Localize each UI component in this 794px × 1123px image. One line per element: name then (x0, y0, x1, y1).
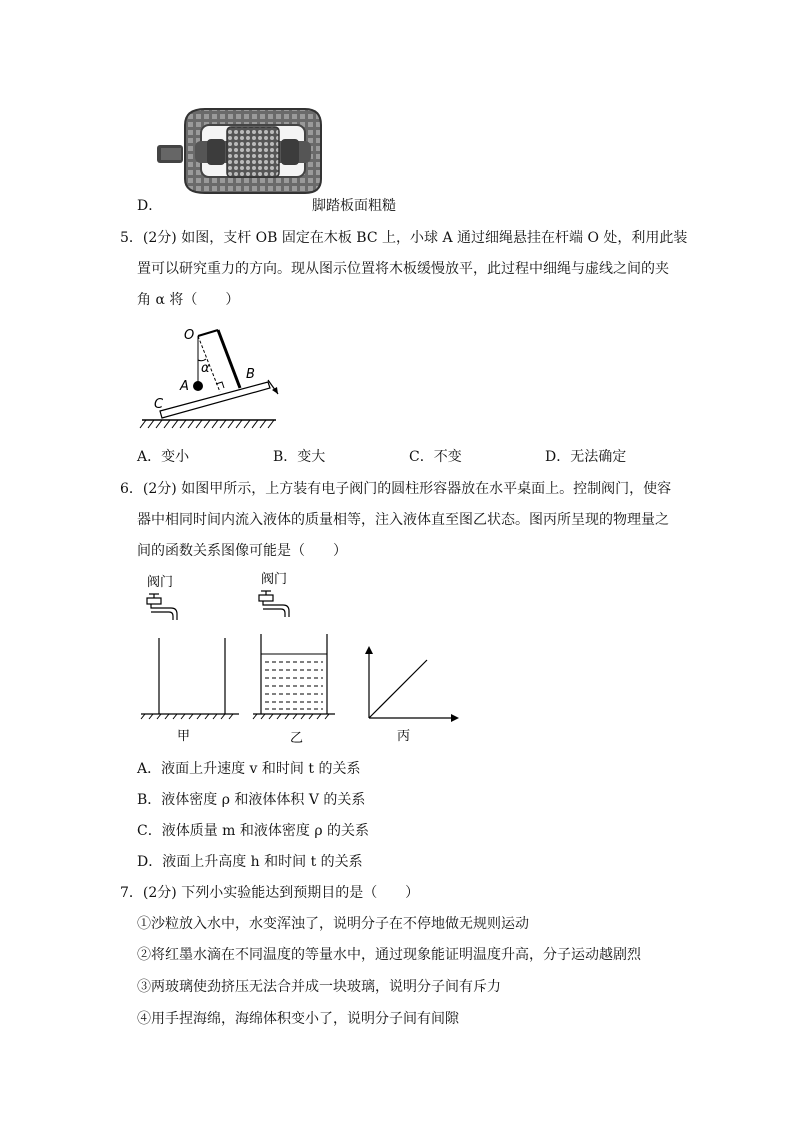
q7-item-4: ④用手捏海绵，海绵体积变小了，说明分子间有间隙 (137, 1011, 459, 1027)
q6-option-d[interactable]: D．液面上升高度 h 和时间 t 的关系 (137, 854, 363, 870)
q7-item-1: ①沙粒放入水中，水变浑浊了，说明分子在不停地做无规则运动 (137, 916, 529, 932)
q6-figures (135, 568, 475, 748)
q4-option-d-letter: D． (137, 198, 163, 214)
q5-stem-line-1: 5．(2分) 如图，支杆 OB 固定在木板 BC 上，小球 A 通过细绳悬挂在杆端 O 处，利用此装 (120, 230, 688, 246)
q5-figure (140, 322, 290, 432)
q6-stem-line-1: 6．(2分) 如图甲所示，上方装有电子阀门的圆柱形容器放在水平桌面上。控制阀门，使容 (120, 481, 672, 497)
q5-stem-line-3: 角 α 将（ ） (137, 292, 240, 308)
q5-option-b[interactable]: B．变大 (273, 449, 326, 465)
q5-label-A: A (180, 379, 189, 394)
q7-item-3: ③两玻璃使劲挤压无法合并成一块玻璃，说明分子间有斥力 (137, 979, 501, 995)
q6-option-c[interactable]: C．液体质量 m 和液体密度 ρ 的关系 (137, 823, 370, 839)
q5-option-a[interactable]: A．变小 (137, 449, 190, 465)
q6-label-bing: 丙 (397, 729, 411, 744)
q6-label-valve-2: 阀门 (261, 572, 288, 587)
q5-label-O: O (184, 328, 195, 343)
q6-label-jia: 甲 (177, 729, 191, 744)
bicycle-pedal-image (155, 105, 325, 197)
q6-stem-line-2: 器中相同时间内流入液体的质量相等，注入液体直至图乙状态。图丙所呈现的物理量之 (137, 512, 669, 528)
q7-item-2: ②将红墨水滴在不同温度的等量水中，通过现象能证明温度升高，分子运动越剧烈 (137, 947, 641, 963)
q5-option-c[interactable]: C．不变 (409, 449, 462, 465)
q5-option-d[interactable]: D．无法确定 (545, 449, 627, 465)
q6-label-yi: 乙 (290, 731, 304, 746)
q5-label-alpha: α (201, 361, 210, 376)
q6-stem-line-3: 间的函数关系图像可能是（ ） (137, 543, 347, 559)
faucet-icon (259, 591, 289, 617)
q6-option-a[interactable]: A．液面上升速度 v 和时间 t 的关系 (137, 761, 361, 777)
faucet-icon (147, 594, 177, 620)
q6-option-b[interactable]: B．液体密度 ρ 和液体体积 V 的关系 (137, 792, 366, 808)
q7-stem-line-1: 7．(2分) 下列小实验能达到预期目的是（ ） (120, 885, 420, 901)
q6-label-valve-1: 阀门 (147, 575, 174, 590)
q5-label-B: B (246, 367, 255, 382)
q5-stem-line-2: 置可以研究重力的方向。现从图示位置将木板缓慢放平，此过程中细绳与虚线之间的夹 (137, 261, 669, 277)
q4-option-d-caption: 脚踏板面粗糙 (312, 198, 396, 214)
q5-label-C: C (154, 397, 164, 412)
